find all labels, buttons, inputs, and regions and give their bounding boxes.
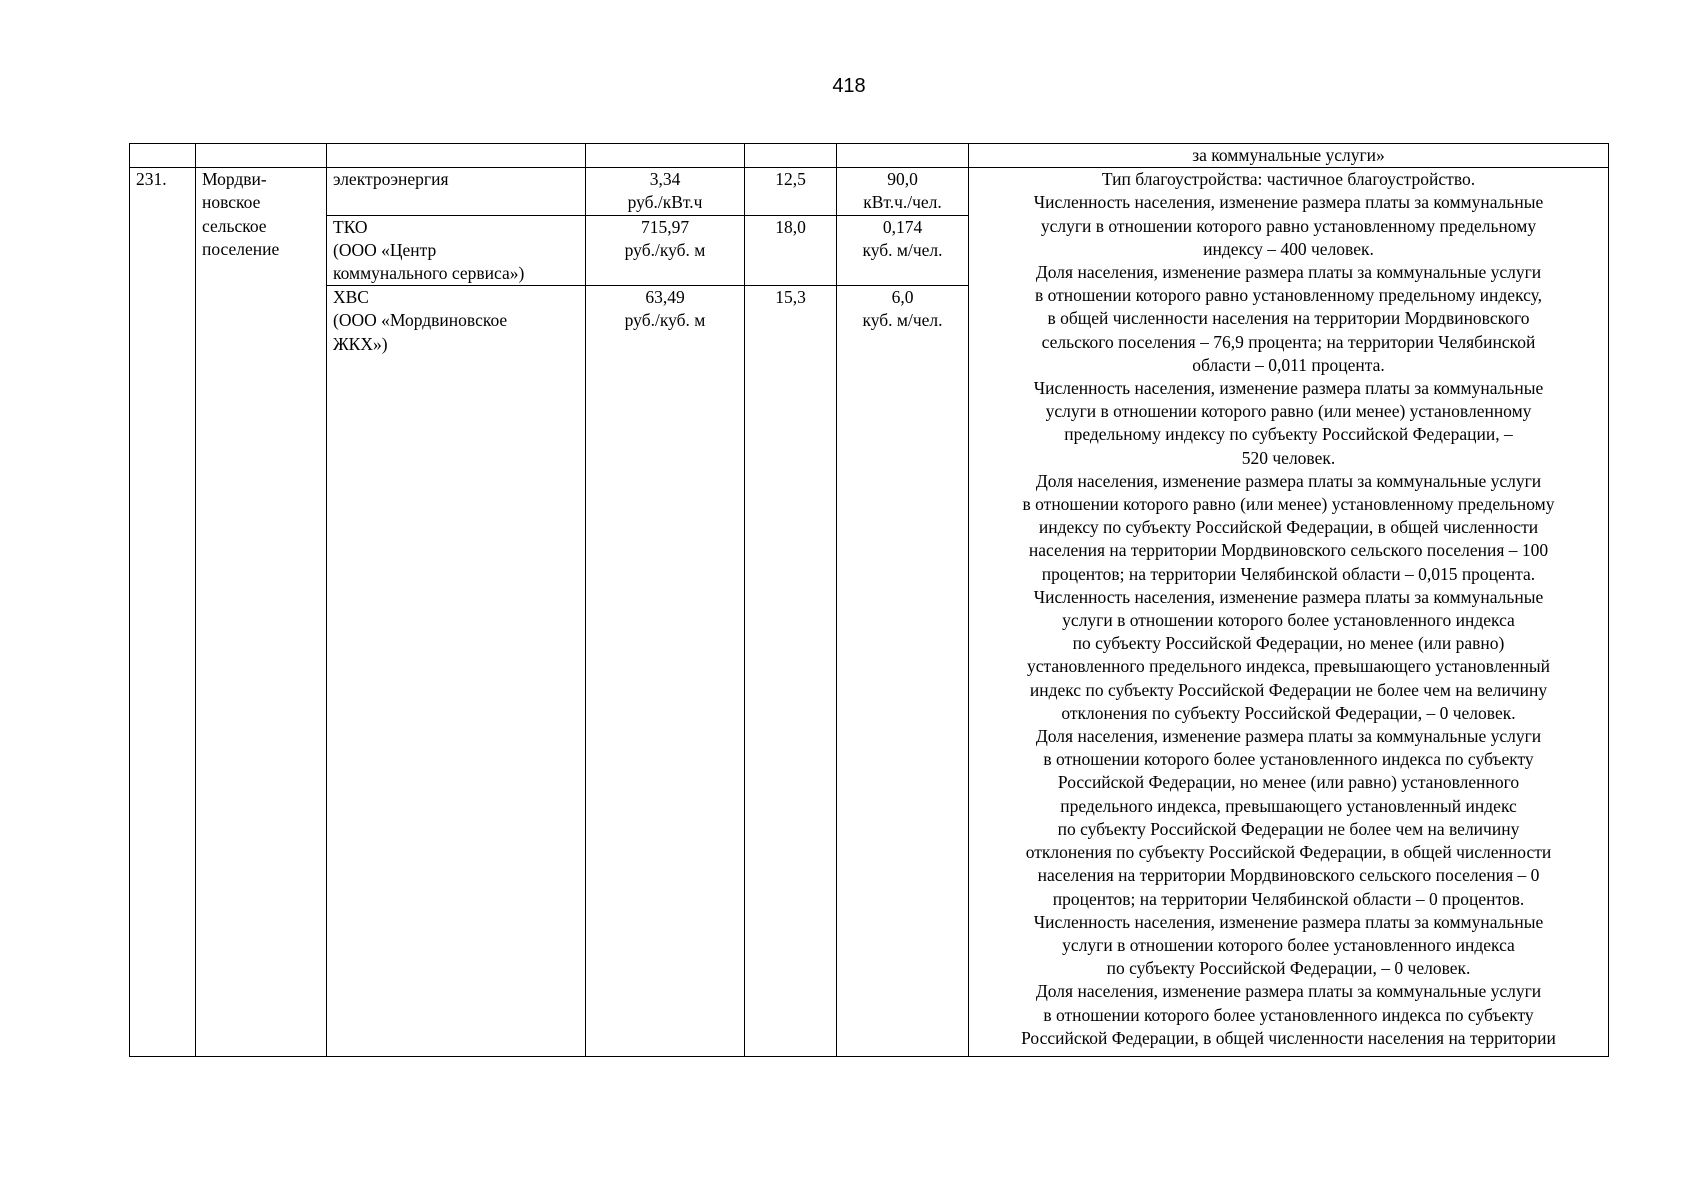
tariff-cell	[586, 286, 745, 356]
service-provider: коммунального сервиса»)	[333, 263, 525, 284]
tariff-value: 63,49	[645, 287, 685, 308]
service-name: электроэнергия	[333, 169, 449, 190]
cell-empty	[196, 144, 327, 168]
description-line: Тип благоустройства: частичное благоустройство.	[1101, 169, 1476, 190]
description-line: Доля населения, изменение размера платы за коммунальные услуги	[1035, 470, 1542, 491]
percent-cell: 12,5	[745, 168, 837, 215]
service-name: ХВС	[333, 287, 369, 308]
description-line: по субъекту Российской Федерации, – 0 человек.	[1106, 958, 1471, 979]
cell-empty	[327, 356, 586, 1057]
volume-unit: куб. м/чел.	[862, 239, 943, 260]
tariff-table	[129, 143, 1609, 1057]
tariff-unit: руб./куб. м	[624, 310, 706, 331]
page-number: 418	[832, 75, 866, 97]
description-line: установленного предельного индекса, превышающего установленный	[1026, 656, 1551, 677]
cell-empty	[586, 356, 745, 1057]
tariff-cell	[586, 215, 745, 286]
description-line: Доля населения, изменение размера платы за коммунальные услуги	[1035, 981, 1542, 1002]
description-line: в отношении которого равно установленному предельному индексу,	[1034, 285, 1543, 306]
cell-empty	[745, 356, 837, 1057]
description-line: предельному индексу по субъекту Российской Федерации, –	[1064, 424, 1513, 445]
description-line: услуги в отношении которого более установленного индекса	[1062, 610, 1515, 631]
municipality-line: новское	[202, 192, 261, 213]
description-line: услуги в отношении которого более установленного индекса	[1062, 934, 1515, 955]
service-name: ТКО	[333, 216, 368, 237]
volume-cell	[837, 286, 969, 356]
service-name-cell	[327, 286, 586, 356]
description-line: в отношении которого равно (или менее) установленному предельному	[1022, 494, 1555, 515]
cell-empty	[837, 356, 969, 1057]
description-line: Численность населения, изменение размера платы за коммунальные	[1033, 586, 1544, 607]
description-line: отклонения по субъекту Российской Федерации, – 0 человек.	[1061, 702, 1516, 723]
tariff-unit: руб./кВт.ч	[627, 192, 703, 213]
description-line: Численность населения, изменение размера платы за коммунальные	[1033, 192, 1544, 213]
row-number: 231.	[130, 168, 196, 1057]
description-cell	[969, 168, 1609, 1057]
description-line: индекс по субъекту Российской Федерации не более чем на величину	[1029, 679, 1548, 700]
tariff-value: 715,97	[640, 216, 690, 237]
description-line: по субъекту Российской Федерации, но менее (или равно)	[1072, 633, 1505, 654]
description-line: индексу – 400 человек.	[1203, 238, 1374, 259]
description-line: услуги в отношении которого равно (или менее) установленному	[1045, 401, 1532, 422]
description-line: Российской Федерации, но менее (или равно) установленного	[1057, 772, 1520, 793]
municipality-cell	[196, 168, 327, 1057]
service-provider: (ООО «Центр	[333, 239, 437, 260]
volume-unit: куб. м/чел.	[862, 310, 943, 331]
description-line: области – 0,011 процента.	[1192, 354, 1385, 375]
description-line: 520 человек.	[1241, 447, 1336, 468]
description-line: в отношении которого более установленного индекса по субъекту	[1043, 1004, 1534, 1025]
tariff-value: 3,34	[649, 169, 681, 190]
table-row	[130, 168, 1609, 215]
description-line: Численность населения, изменение размера платы за коммунальные	[1033, 378, 1544, 399]
continuation-row	[130, 144, 1609, 168]
volume-cell	[837, 215, 969, 286]
cell-empty	[327, 144, 586, 168]
tariff-cell	[586, 168, 745, 215]
volume-value: 0,174	[882, 216, 923, 237]
cell-empty	[586, 144, 745, 168]
description-line: предельного индекса, превышающего установленный индекс	[1060, 795, 1517, 816]
volume-value: 90,0	[887, 169, 918, 190]
description-line: по субъекту Российской Федерации не более чем на величину	[1057, 818, 1520, 839]
cell-empty	[745, 144, 837, 168]
service-name-cell	[327, 168, 586, 215]
description-line: Численность населения, изменение размера платы за коммунальные	[1033, 911, 1544, 932]
description-line: Российской Федерации, в общей численности населения на территории	[1021, 1027, 1556, 1048]
service-name-cell	[327, 215, 586, 286]
municipality-line: сельское	[202, 215, 267, 236]
municipality-line: Мордви-	[202, 169, 267, 190]
percent-cell: 15,3	[745, 286, 837, 356]
description-line: процентов; на территории Челябинской области – 0,015 процента.	[1041, 563, 1536, 584]
description-line: сельского поселения – 76,9 процента; на территории Челябинской	[1041, 331, 1536, 352]
continuation-text: за коммунальные услуги»	[969, 144, 1609, 168]
service-provider: ЖКХ»)	[333, 333, 388, 354]
percent-cell: 18,0	[745, 215, 837, 286]
description-line: в общей численности населения на территории Мордвиновского	[1047, 308, 1530, 329]
municipality-line: поселение	[202, 238, 280, 259]
volume-cell	[837, 168, 969, 215]
description-line: отклонения по субъекту Российской Федерации, в общей численности	[1025, 842, 1552, 863]
service-provider: (ООО «Мордвиновское	[333, 310, 508, 331]
description-line: Доля населения, изменение размера платы за коммунальные услуги	[1035, 726, 1542, 747]
description-line: населения на территории Мордвиновского сельского поселения – 100	[1028, 540, 1549, 561]
cell-empty	[837, 144, 969, 168]
cell-empty	[130, 144, 196, 168]
volume-unit: кВт.ч./чел.	[863, 192, 942, 213]
description-line: услуги в отношении которого равно установленному предельному	[1040, 215, 1537, 236]
description-line: индексу по субъекту Российской Федерации, в общей численности	[1038, 517, 1539, 538]
description-line: процентов; на территории Челябинской области – 0 процентов.	[1052, 888, 1525, 909]
tariff-unit: руб./куб. м	[624, 239, 706, 260]
description-line: Доля населения, изменение размера платы за коммунальные услуги	[1035, 262, 1542, 283]
volume-value: 6,0	[891, 287, 914, 308]
description-line: населения на территории Мордвиновского сельского поселения – 0	[1037, 865, 1540, 886]
description-line: в отношении которого более установленного индекса по субъекту	[1043, 749, 1534, 770]
